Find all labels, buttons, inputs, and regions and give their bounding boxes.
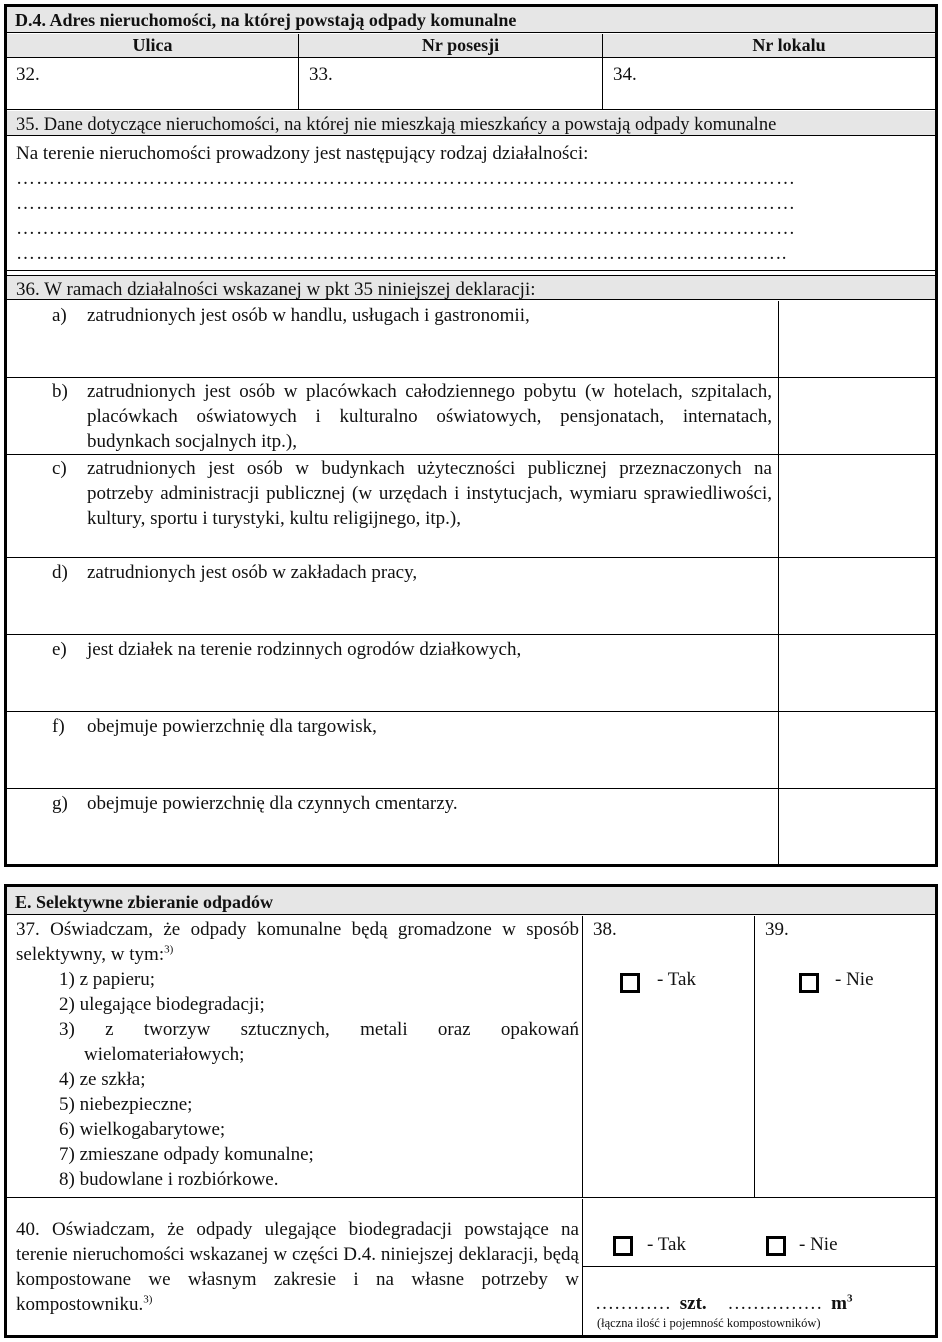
- field-40-statement: [16, 1217, 579, 1317]
- item-36g-text: obejmuje powierzchnię dla czynnych cmentarzy.: [87, 793, 458, 814]
- field-35-header: 35. Dane dotyczące nieruchomości, na której nie mieszkają mieszkańcy a powstają odpady komunalne: [7, 111, 935, 136]
- field-35-activity[interactable]: [7, 137, 935, 271]
- item-36e-letter: e): [52, 639, 67, 660]
- item-36d-value[interactable]: [778, 558, 935, 635]
- col-header-flat: Nr lokalu: [603, 34, 935, 58]
- field-40-text: 40. Oświadczam, że odpady ulegające biodegradacji powstające na terenie nieruchomości wskazanej w części D.4. niniejszej deklaracji, będą kompostowane we własnym zakresie i na własne potrzeby w kompostowniku.: [16, 1219, 579, 1315]
- dotted-line-1: ………………………………………………………………………………………………………: [16, 168, 796, 189]
- item-36a: [7, 301, 778, 378]
- section-e-header: E. Selektywne zbieranie odpadów: [7, 887, 935, 915]
- composter-count-row: [595, 1291, 935, 1316]
- item-36c: [7, 455, 778, 558]
- d4-header: D.4. Adres nieruchomości, na której powstają odpady komunalne: [7, 7, 935, 33]
- footnote-ref-3: 3): [164, 943, 174, 956]
- col-header-street: Ulica: [7, 34, 299, 58]
- nie-label: - Nie: [835, 969, 874, 990]
- item-36d-letter: d): [52, 562, 68, 583]
- tak-label: - Tak: [657, 969, 696, 990]
- dotted-line-2: ………………………………………………………………………………………………………: [16, 193, 796, 214]
- dotted-line-3: ………………………………………………………………………………………………………: [16, 218, 796, 239]
- item-36g-letter: g): [52, 793, 68, 814]
- waste-item-6: 6) wielkogabarytowe;: [59, 1119, 226, 1140]
- field-37: [7, 916, 583, 1198]
- item-36f: [7, 712, 778, 789]
- composter-volume-unit-exp: 3: [846, 1292, 853, 1305]
- footnote-ref-3b: 3): [143, 1293, 153, 1306]
- composter-count-field[interactable]: …………: [595, 1293, 671, 1314]
- field-32-street[interactable]: [7, 58, 299, 110]
- waste-item-4: 4) ze szkła;: [59, 1069, 146, 1090]
- waste-item-2: 2) ulegające biodegradacji;: [59, 994, 265, 1015]
- field-34-label: 34.: [613, 64, 637, 85]
- field-39: [755, 916, 935, 1198]
- composter-details: [583, 1268, 935, 1335]
- item-36b: [7, 378, 778, 455]
- item-36c-text: zatrudnionych jest osób w budynkach użyteczności publicznej przeznaczonych na potrzeby administracji publicznej (w urzędach i instytucjach, wymiaru sprawiedliwości, kultury, sportu i turystyki, kultu religijnego, itp.),: [87, 458, 772, 529]
- compost-nie-label: - Nie: [799, 1234, 838, 1255]
- field-40-options: [583, 1199, 935, 1267]
- composter-volume-field[interactable]: ……………: [727, 1293, 823, 1314]
- field-39-label: 39.: [765, 919, 789, 940]
- waste-item-1: 1) z papieru;: [59, 969, 156, 990]
- waste-item-3: 3) z tworzyw sztucznych, metali oraz opakowań wielomateriałowych;: [59, 1019, 579, 1065]
- item-36e: [7, 635, 778, 712]
- field-38-label: 38.: [593, 919, 617, 940]
- field-36-header: 36. W ramach działalności wskazanej w pkt 35 niniejszej deklaracji:: [7, 275, 935, 300]
- compost-tak-checkbox[interactable]: [613, 1236, 633, 1256]
- col-header-number: Nr posesji: [299, 34, 603, 58]
- item-36b-letter: b): [52, 381, 68, 402]
- composter-volume-unit: m: [831, 1293, 847, 1314]
- compost-nie-checkbox[interactable]: [766, 1236, 786, 1256]
- item-36b-value[interactable]: [778, 378, 935, 455]
- item-36c-letter: c): [52, 458, 67, 479]
- item-36c-value[interactable]: [778, 455, 935, 558]
- item-36b-text: zatrudnionych jest osób w placówkach całodziennego pobytu (w hotelach, szpitalach, placówkach oświatowych i kulturalno oświatowych, pensjonatach, internatach, budynkach socjalnych itp.),: [87, 381, 772, 452]
- item-36f-letter: f): [52, 716, 65, 737]
- item-36d: [7, 558, 778, 635]
- compost-tak-label: - Tak: [647, 1234, 686, 1255]
- field-40: [7, 1199, 583, 1335]
- dotted-line-4: ……………………………………………………………………………………………………..: [16, 243, 788, 264]
- tak-checkbox[interactable]: [620, 973, 640, 993]
- item-36f-text: obejmuje powierzchnię dla targowisk,: [87, 716, 377, 737]
- item-36e-value[interactable]: [778, 635, 935, 712]
- field-36-items: [7, 301, 935, 864]
- waste-item-7: 7) zmieszane odpady komunalne;: [59, 1144, 314, 1165]
- item-36a-letter: a): [52, 305, 67, 326]
- field-37-statement: [16, 917, 579, 967]
- field-38: [583, 916, 755, 1198]
- field-32-label: 32.: [16, 64, 40, 85]
- item-36d-text: zatrudnionych jest osób w zakładach pracy,: [87, 562, 418, 583]
- item-36e-text: jest działek na terenie rodzinnych ogrodów działkowych,: [87, 639, 522, 660]
- field-34-flat[interactable]: [603, 58, 935, 110]
- item-36f-value[interactable]: [778, 712, 935, 789]
- waste-list: [59, 967, 579, 1192]
- item-36g-value[interactable]: [778, 789, 935, 864]
- nie-checkbox[interactable]: [799, 973, 819, 993]
- item-36a-text: zatrudnionych jest osób w handlu, usługach i gastronomii,: [87, 305, 530, 326]
- field-35-intro: Na terenie nieruchomości prowadzony jest następujący rodzaj działalności:: [16, 143, 589, 164]
- waste-item-8: 8) budowlane i rozbiórkowe.: [59, 1169, 279, 1190]
- field-33-number[interactable]: [299, 58, 603, 110]
- waste-item-5: 5) niebezpieczne;: [59, 1094, 193, 1115]
- composter-note: (łączna ilość i pojemność kompostowników): [597, 1316, 821, 1330]
- item-36g: [7, 789, 778, 864]
- composter-count-unit: szt.: [679, 1293, 707, 1314]
- item-36a-value[interactable]: [778, 301, 935, 378]
- field-33-label: 33.: [309, 64, 333, 85]
- field-37-text: 37. Oświadczam, że odpady komunalne będą gromadzone w sposób selektywny, w tym:: [16, 919, 579, 965]
